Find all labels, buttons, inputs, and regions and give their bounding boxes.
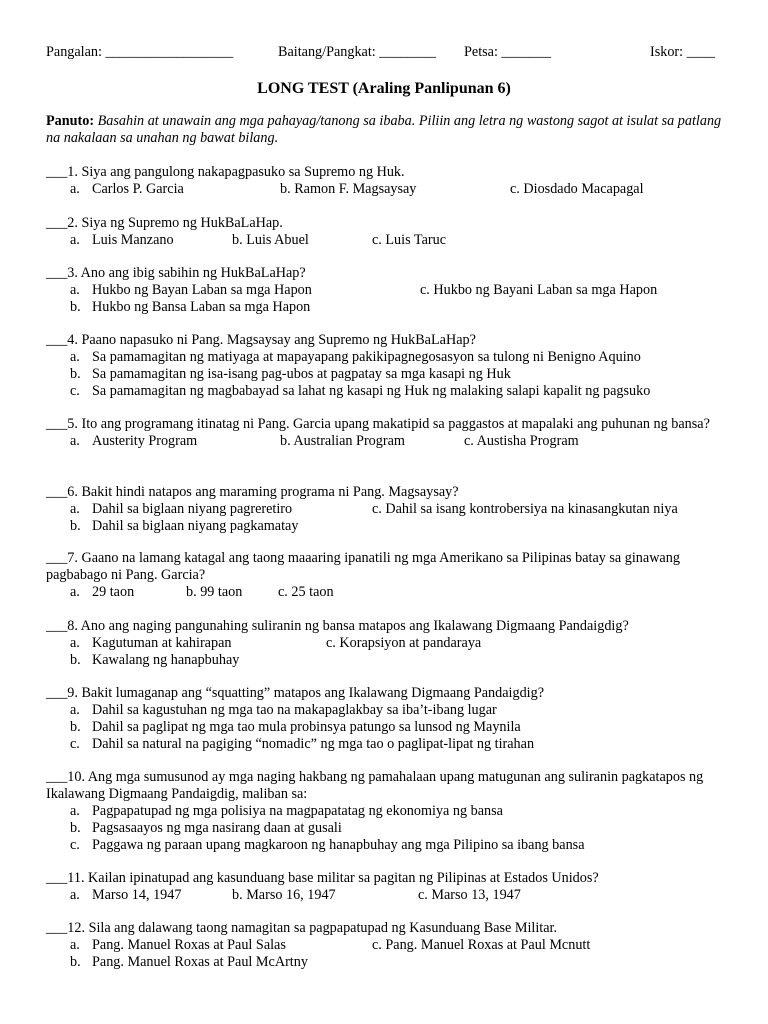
choice-text: b. Luis Abuel [232,232,309,248]
choice-text: c. Dahil sa isang kontrobersiya na kinasangkutan niya [372,501,678,517]
instructions-text: Basahin at unawain ang mga pahayag/tanong sa ibaba. Piliin ang letra ng wastong sagot at isulat sa patlang na nakalaan sa unahan ng bawat bilang. [46,113,722,146]
choice-row [46,820,726,837]
choice-row [46,702,726,719]
choice-text: Pang. Manuel Roxas at Paul Salas [92,937,286,953]
choice-text: Austerity Program [92,433,198,449]
choice-row [46,181,726,198]
choice-row [46,383,726,400]
question-stem: ___12. Sila ang dalawang taong namagitan sa pagpapatupad ng Kasunduang Base Militar. [46,920,558,936]
choice-row [46,937,726,954]
choice-row [46,954,726,971]
choice-letter: a. [70,635,80,651]
choice-row [46,282,726,299]
choice-text: c. Hukbo ng Bayani Laban sa mga Hapon [420,282,658,298]
question-1 [46,164,726,198]
choice-text: 29 taon [92,584,135,600]
choice-text: Sa pamamagitan ng matiyaga at mapayapang pakikipagnegosasyon sa tulong ni Benigno Aquino [92,349,641,365]
choice-row [46,501,726,518]
choice-letter: b. [70,954,81,970]
grade-section-field-label: Baitang/Pangkat: ________ [278,44,437,60]
choice-text: Pagpapatupad ng mga polisiya na magpapatatag ng ekonomiya ng bansa [92,803,503,819]
choice-text: b. Australian Program [280,433,405,449]
question-5 [46,416,726,450]
choice-letter: a. [70,702,80,718]
question-stem: ___3. Ano ang ibig sabihin ng HukBaLaHap? [46,265,306,281]
question-2 [46,215,726,249]
choice-text: b. 99 taon [186,584,243,600]
choice-row [46,232,726,249]
choice-letter: a. [70,584,80,600]
question-12 [46,920,726,971]
instructions [46,113,726,147]
question-stem: ___11. Kailan ipinatupad ang kasunduang base militar sa pagitan ng Pilipinas at Estados Unidos? [46,870,599,886]
choice-row [46,584,726,601]
question-stem: ___10. Ang mga sumusunod ay mga naging hakbang ng pamahalaan upang matugunan ang suliranin pagkatapos ng Ikalawang Digmaang Pandaigdig, maliban sa: [46,769,704,802]
page-title: LONG TEST (Araling Panlipunan 6) [257,80,511,97]
choice-text: Kagutuman at kahirapan [92,635,232,651]
choice-row [46,349,726,366]
choice-row [46,736,726,753]
choice-text: Dahil sa natural na pagiging “nomadic” ng mga tao o paglipat-lipat ng tirahan [92,736,535,752]
instructions-label: Panuto: [46,113,95,129]
choice-letter: a. [70,349,80,365]
choice-letter: b. [70,652,81,668]
choice-text: Pagsasaayos ng mga nasirang daan at gusali [92,820,342,836]
choice-row [46,719,726,736]
choice-letter: a. [70,181,80,197]
choice-row [46,635,726,652]
choice-letter: a. [70,937,80,953]
choice-letter: c. [70,837,80,853]
choice-row [46,803,726,820]
choice-row [46,837,726,854]
question-6 [46,484,726,535]
question-stem: ___2. Siya ng Supremo ng HukBaLaHap. [46,215,283,231]
question-11 [46,870,726,904]
choice-text: Carlos P. Garcia [92,181,184,197]
choice-letter: a. [70,433,80,449]
choice-letter: c. [70,383,80,399]
question-stem: ___4. Paano napasuko ni Pang. Magsaysay ang Supremo ng HukBaLaHap? [46,332,476,348]
choice-letter: b. [70,518,81,534]
choice-text: Dahil sa paglipat ng mga tao mula probinsya patungo sa lunsod ng Maynila [92,719,521,735]
choice-text: Sa pamamagitan ng isa-isang pag-ubos at pagpatay sa mga kasapi ng Huk [92,366,511,382]
choice-letter: b. [70,820,81,836]
choice-letter: a. [70,887,80,903]
choice-text: Hukbo ng Bansa Laban sa mga Hapon [92,299,311,315]
question-10 [46,769,726,854]
choice-text: Kawalang ng hanapbuhay [92,652,240,668]
choice-text: Marso 14, 1947 [92,887,182,903]
choice-letter: a. [70,803,80,819]
choice-letter: a. [70,501,80,517]
name-field-label: Pangalan: __________________ [46,44,234,60]
score-field-label: Iskor: ____ [650,44,716,60]
question-3 [46,265,726,316]
choice-letter: a. [70,232,80,248]
choice-row [46,518,726,535]
choice-letter: b. [70,366,81,382]
choice-row [46,652,726,669]
choice-text: Dahil sa biglaan niyang pagreretiro [92,501,293,517]
choice-letter: c. [70,736,80,752]
question-stem: ___1. Siya ang pangulong nakapagpasuko sa Supremo ng Huk. [46,164,405,180]
question-9 [46,685,726,753]
question-stem: ___8. Ano ang naging pangunahing suliranin ng bansa matapos ang Ikalawang Digmaang Pandaigdig? [46,618,629,634]
question-8 [46,618,726,669]
choice-text: c. Marso 13, 1947 [418,887,521,903]
choice-row [46,299,726,316]
choice-text: Luis Manzano [92,232,174,248]
choice-letter: b. [70,299,81,315]
choice-text: c. Luis Taruc [372,232,446,248]
choice-text: Pang. Manuel Roxas at Paul McArtny [92,954,308,970]
choice-letter: b. [70,719,81,735]
choice-text: Paggawa ng paraan upang magkaroon ng hanapbuhay ang mga Pilipino sa ibang bansa [92,837,585,853]
choice-text: b. Ramon F. Magsaysay [280,181,417,197]
question-7 [46,550,726,601]
choice-text: c. Diosdado Macapagal [510,181,644,197]
choice-text: c. Pang. Manuel Roxas at Paul Mcnutt [372,937,591,953]
choice-row [46,433,726,450]
question-stem: ___9. Bakit lumaganap ang “squatting” matapos ang Ikalawang Digmaang Pandaigdig? [46,685,545,701]
question-stem: ___7. Gaano na lamang katagal ang taong maaaring ipanatili ng mga Amerikano sa Pilipinas batay sa ginawang pagbabago ni Pang. Garcia? [46,550,680,583]
choice-text: Hukbo ng Bayan Laban sa mga Hapon [92,282,312,298]
question-4 [46,332,726,400]
choice-text: Dahil sa kagustuhan ng mga tao na makapaglakbay sa iba’t-ibang lugar [92,702,497,718]
choice-text: c. 25 taon [278,584,334,600]
question-stem: ___5. Ito ang programang itinatag ni Pang. Garcia upang makatipid sa paggastos at mapalaki ang puhunan ng bansa? [46,416,710,432]
choice-text: Dahil sa biglaan niyang pagkamatay [92,518,299,534]
choice-text: c. Korapsiyon at pandaraya [326,635,482,651]
choice-text: b. Marso 16, 1947 [232,887,336,903]
choice-letter: a. [70,282,80,298]
date-field-label: Petsa: _______ [464,44,552,60]
choice-row [46,366,726,383]
choice-text: Sa pamamagitan ng magbabayad sa lahat ng kasapi ng Huk ng malaking salapi kapalit ng pagsuko [92,383,651,399]
choice-text: c. Austisha Program [464,433,579,449]
student-info-header [0,44,768,64]
choice-row [46,887,726,904]
question-stem: ___6. Bakit hindi natapos ang maraming programa ni Pang. Magsaysay? [46,484,459,500]
